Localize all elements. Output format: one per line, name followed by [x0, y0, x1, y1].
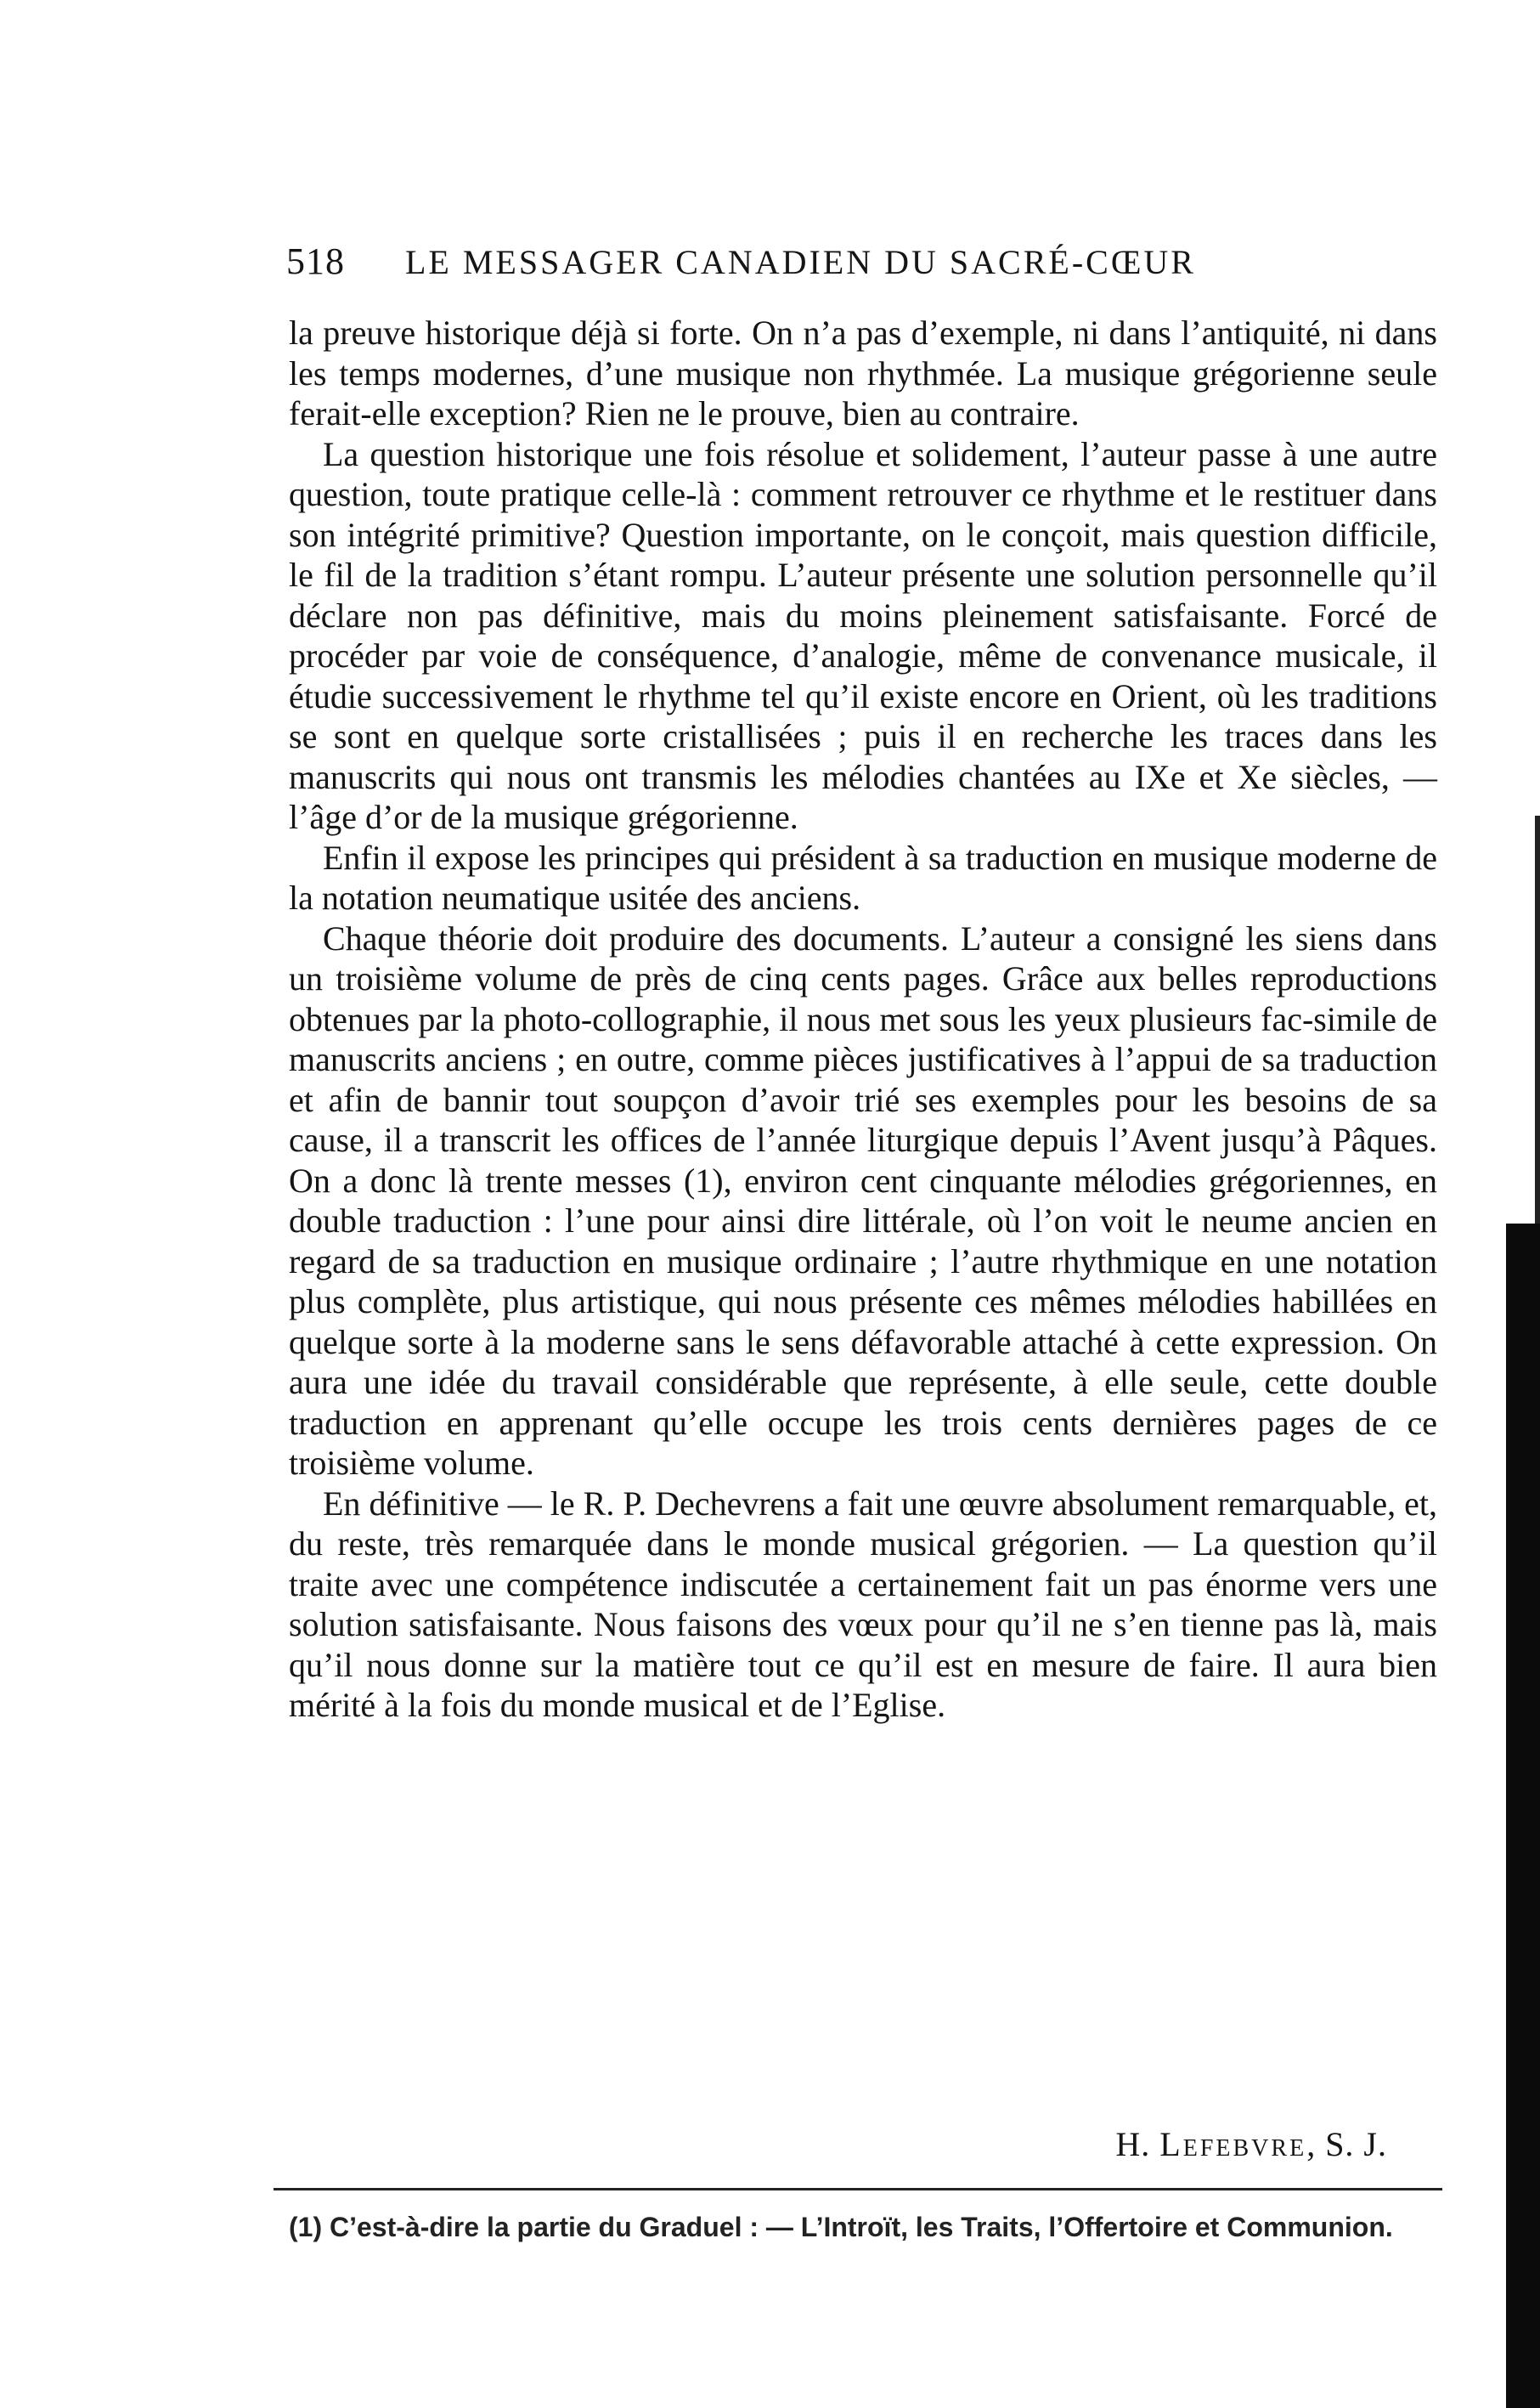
- page-edge-shadow: [1506, 1224, 1540, 2408]
- body-text: [289, 313, 1437, 1726]
- paragraph: Enfin il expose les principes qui président à sa traduction en musique moderne de la notation neumatique usitée des anciens.: [289, 838, 1437, 917]
- page-number: 518: [286, 240, 345, 282]
- paragraph: la preuve historique déjà si forte. On n’a pas d’exemple, ni dans l’antiquité, ni dans les temps modernes, d’une musique non rhythmée. La musique grégorienne seule ferait-elle exception? Rien ne le prouve, bien au contraire.: [289, 314, 1437, 432]
- page-edge-shadow-thin: [1535, 816, 1540, 1224]
- page-header: [286, 240, 1441, 283]
- paragraph: En définitive — le R. P. Dechevrens a fait une œuvre absolument remarquable, et, du reste, très remarquée dans le monde musical grégorien. — La question qu’il traite avec une compétence indiscutée a certainement fait un pas énorme vers une solution satisfaisante. Nous faisons des vœux pour qu’il ne s’en tienne pas là, mais qu’il nous donne sur la matière tout ce qu’il est en mesure de faire. Il aura bien mérité à la fois du monde musical et de l’Eglise.: [289, 1484, 1437, 1724]
- paragraph: Chaque théorie doit produire des documents. L’auteur a consigné les siens dans un troisième volume de près de cinq cents pages. Grâce aux belles reproductions obtenues par la photo-collographie, il nous met sous les yeux plusieurs fac-simile de manuscrits anciens ; en outre, comme pièces justificatives à l’appui de sa traduction et afin de bannir tout soupçon d’avoir trié ses exemples pour les besoins de sa cause, il a transcrit les offices de l’année liturgique depuis l’Avent jusqu’à Pâques. On a donc là trente messes (1), environ cent cinquante mélodies grégoriennes, en double traduction : l’une pour ainsi dire littérale, où l’on voit le neume ancien en regard de sa traduction en musique ordinaire ; l’autre rhythmique en une notation plus complète, plus artistique, qui nous présente ces mêmes mélodies habillées en quelque sorte à la moderne sans le sens défavorable attaché à cette expression. On aura une idée du travail considérable que représente, à elle seule, cette double traduction en apprenant qu’elle occupe les trois cents dernières pages de ce troisième volume.: [289, 919, 1437, 1482]
- author-signature: [1115, 2124, 1387, 2164]
- paragraph: La question historique une fois résolue et solidement, l’auteur passe à une autre question, toute pratique celle-là : comment retrouver ce rhythme et le restituer dans son intégrité primitive? Question importante, on le conçoit, mais question difficile, le fil de la tradition s’étant rompu. L’auteur présente une solution personnelle qu’il déclare non pas définitive, mais du moins pleinement satisfaisante. Forcé de procéder par voie de conséquence, d’analogie, même de convenance musicale, il étudie successivement le rhythme tel qu’il existe encore en Orient, où les traditions se sont en quelque sorte cristallisées ; puis il en recherche les traces dans les manuscrits qui nous ont transmis les mélodies chantées au IXe et Xe siècles, — l’âge d’or de la musique grégorienne.: [289, 434, 1437, 836]
- running-title: LE MESSAGER CANADIEN DU SACRÉ-CŒUR: [405, 243, 1196, 281]
- author-initial: H.: [1115, 2125, 1151, 2163]
- author-suffix: , S. J.: [1306, 2125, 1387, 2163]
- author-name: Lefebvre: [1159, 2125, 1307, 2163]
- footnote-divider: [274, 2188, 1442, 2190]
- footnote: (1) C’est-à-dire la partie du Graduel : — L’Introït, les Traits, l’Offertoire et Communion.: [289, 2212, 1393, 2242]
